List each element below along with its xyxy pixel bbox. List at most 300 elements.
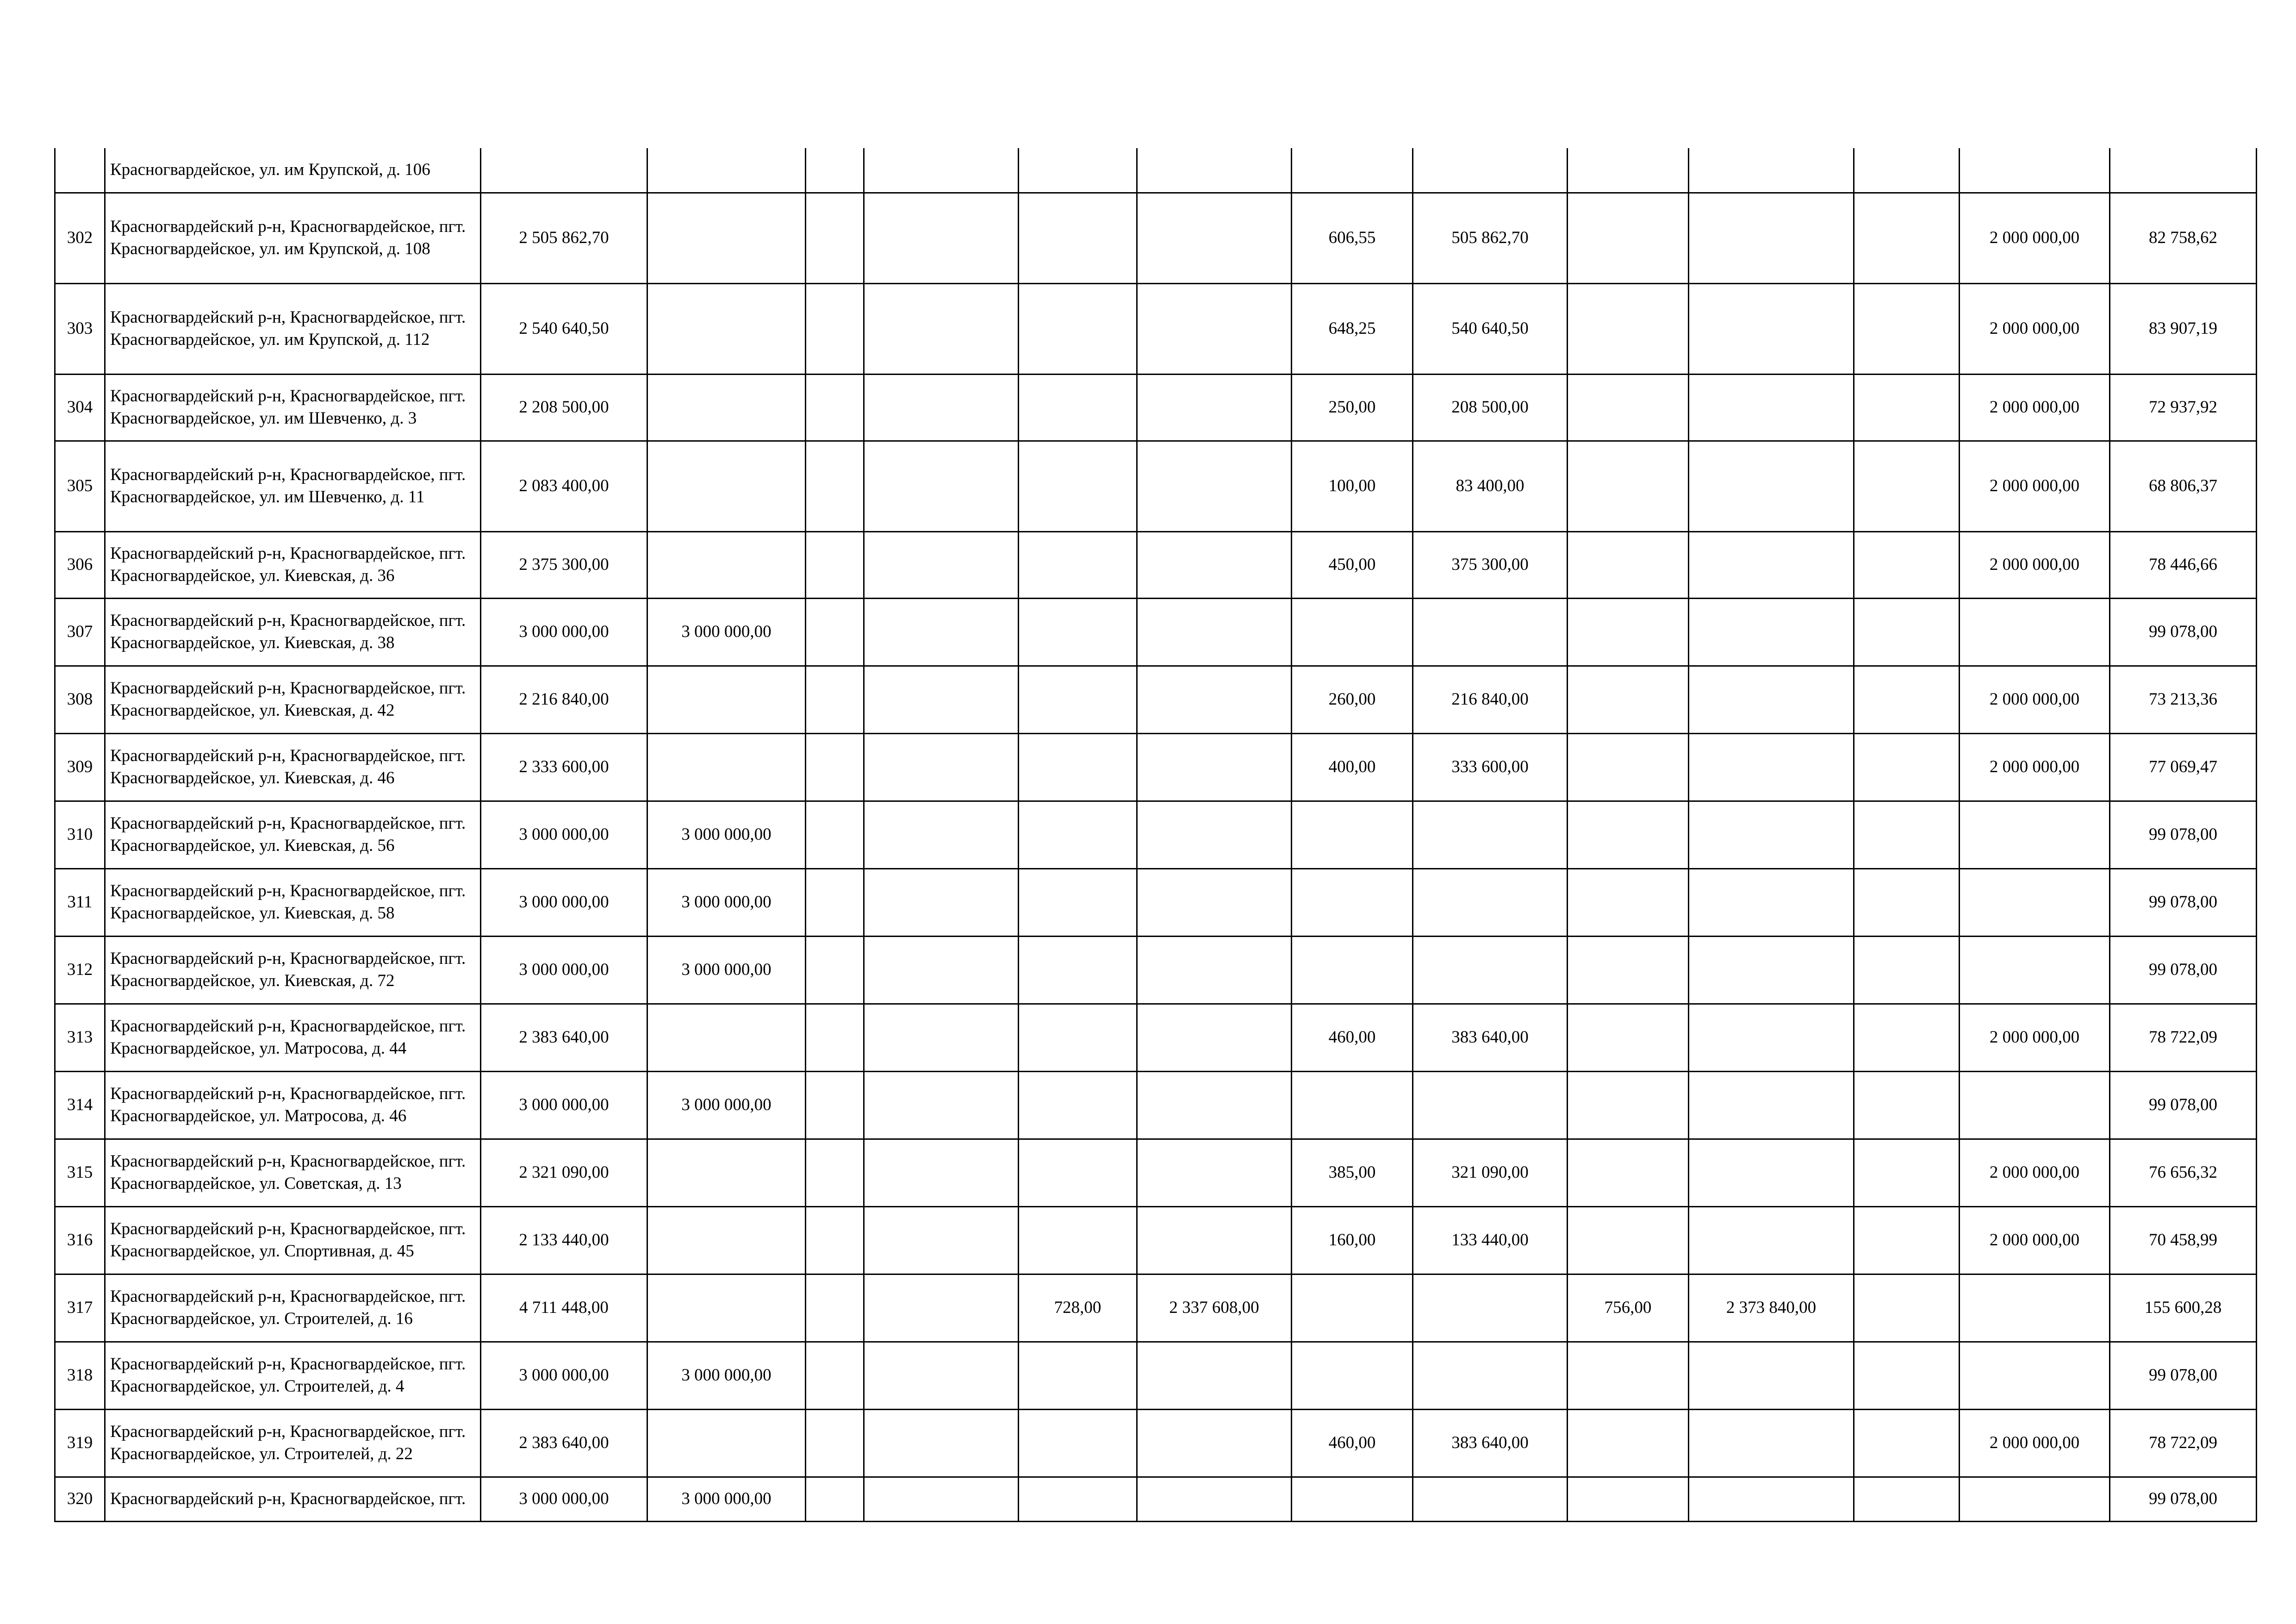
value-cell-c8 [1413, 801, 1568, 868]
value-cell-c6 [1137, 1071, 1292, 1139]
value-cell-c12 [1960, 1071, 2110, 1139]
value-cell-c10 [1689, 441, 1854, 531]
data-table [54, 148, 2257, 1522]
value-cell-c3 [806, 868, 864, 936]
value-cell-c5 [1019, 868, 1137, 936]
value-cell-c4 [864, 801, 1019, 868]
value-cell-c10 [1689, 1342, 1854, 1409]
value-cell-c11 [1854, 666, 1960, 733]
table-row [55, 868, 2257, 936]
table-row [55, 1004, 2257, 1071]
value-cell-c7: 260,00 [1292, 666, 1413, 733]
value-cell-c5 [1019, 1004, 1137, 1071]
value-cell-c9 [1568, 868, 1689, 936]
value-cell-c8: 540 640,50 [1413, 283, 1568, 374]
value-cell-c11 [1854, 936, 1960, 1004]
value-cell-c13: 82 758,62 [2110, 193, 2257, 283]
value-cell-c13: 83 907,19 [2110, 283, 2257, 374]
value-cell-c1: 3 000 000,00 [481, 1071, 647, 1139]
value-cell-c12: 2 000 000,00 [1960, 1409, 2110, 1477]
row-number: 302 [55, 193, 105, 283]
value-cell-c9 [1568, 1477, 1689, 1521]
value-cell-c5 [1019, 1206, 1137, 1274]
row-number: 318 [55, 1342, 105, 1409]
value-cell-c1: 3 000 000,00 [481, 598, 647, 666]
value-cell-c5 [1019, 1071, 1137, 1139]
value-cell-c10 [1689, 1004, 1854, 1071]
value-cell-c1: 2 383 640,00 [481, 1004, 647, 1071]
value-cell-c9 [1568, 1342, 1689, 1409]
value-cell-c6 [1137, 1409, 1292, 1477]
value-cell-c6 [1137, 1206, 1292, 1274]
value-cell-c11 [1854, 1071, 1960, 1139]
value-cell-c5 [1019, 283, 1137, 374]
address-cell: Красногвардейский р-н, Красногвардейское, пгт. Красногвардейское, ул. Матросова, д. 44 [105, 1004, 481, 1071]
table-row [55, 1409, 2257, 1477]
value-cell-c7: 460,00 [1292, 1004, 1413, 1071]
value-cell-c8 [1413, 148, 1568, 193]
value-cell-c11 [1854, 1477, 1960, 1521]
value-cell-c7 [1292, 1477, 1413, 1521]
value-cell-c4 [864, 1274, 1019, 1342]
value-cell-c9 [1568, 1071, 1689, 1139]
value-cell-c9 [1568, 1139, 1689, 1206]
value-cell-c8: 383 640,00 [1413, 1409, 1568, 1477]
table-row [55, 441, 2257, 531]
row-number: 303 [55, 283, 105, 374]
value-cell-c10 [1689, 283, 1854, 374]
value-cell-c10 [1689, 666, 1854, 733]
value-cell-c1: 3 000 000,00 [481, 801, 647, 868]
value-cell-c9 [1568, 374, 1689, 441]
value-cell-c8: 505 862,70 [1413, 193, 1568, 283]
value-cell-c6 [1137, 1004, 1292, 1071]
value-cell-c2: 3 000 000,00 [647, 598, 806, 666]
row-number [55, 148, 105, 193]
value-cell-c13: 99 078,00 [2110, 598, 2257, 666]
value-cell-c7: 385,00 [1292, 1139, 1413, 1206]
value-cell-c5 [1019, 733, 1137, 801]
value-cell-c8: 208 500,00 [1413, 374, 1568, 441]
value-cell-c11 [1854, 1139, 1960, 1206]
value-cell-c10 [1689, 531, 1854, 598]
value-cell-c2 [647, 1409, 806, 1477]
value-cell-c8 [1413, 1071, 1568, 1139]
row-number: 306 [55, 531, 105, 598]
value-cell-c13: 68 806,37 [2110, 441, 2257, 531]
row-number: 305 [55, 441, 105, 531]
value-cell-c3 [806, 1477, 864, 1521]
value-cell-c2 [647, 374, 806, 441]
value-cell-c11 [1854, 1274, 1960, 1342]
value-cell-c5 [1019, 1139, 1137, 1206]
value-cell-c3 [806, 598, 864, 666]
table-row [55, 531, 2257, 598]
value-cell-c2 [647, 733, 806, 801]
value-cell-c2 [647, 1004, 806, 1071]
row-number: 311 [55, 868, 105, 936]
value-cell-c13: 78 722,09 [2110, 1004, 2257, 1071]
value-cell-c10 [1689, 193, 1854, 283]
value-cell-c1: 2 133 440,00 [481, 1206, 647, 1274]
value-cell-c1: 3 000 000,00 [481, 1342, 647, 1409]
address-cell: Красногвардейский р-н, Красногвардейское, пгт. Красногвардейское, ул. Киевская, д. 36 [105, 531, 481, 598]
value-cell-c13: 77 069,47 [2110, 733, 2257, 801]
value-cell-c6 [1137, 936, 1292, 1004]
value-cell-c8: 383 640,00 [1413, 1004, 1568, 1071]
row-number: 319 [55, 1409, 105, 1477]
value-cell-c4 [864, 531, 1019, 598]
value-cell-c5 [1019, 801, 1137, 868]
value-cell-c9 [1568, 531, 1689, 598]
value-cell-c6 [1137, 868, 1292, 936]
value-cell-c8: 83 400,00 [1413, 441, 1568, 531]
value-cell-c10 [1689, 1139, 1854, 1206]
value-cell-c3 [806, 1004, 864, 1071]
value-cell-c13: 99 078,00 [2110, 936, 2257, 1004]
value-cell-c2 [647, 1139, 806, 1206]
value-cell-c9 [1568, 193, 1689, 283]
value-cell-c12: 2 000 000,00 [1960, 1139, 2110, 1206]
value-cell-c1: 4 711 448,00 [481, 1274, 647, 1342]
value-cell-c2: 3 000 000,00 [647, 1071, 806, 1139]
value-cell-c12: 2 000 000,00 [1960, 1206, 2110, 1274]
value-cell-c3 [806, 1071, 864, 1139]
value-cell-c13: 70 458,99 [2110, 1206, 2257, 1274]
address-cell: Красногвардейское, ул. им Крупской, д. 106 [105, 148, 481, 193]
address-cell: Красногвардейский р-н, Красногвардейское, пгт. Красногвардейское, ул. Киевская, д. 46 [105, 733, 481, 801]
value-cell-c7: 250,00 [1292, 374, 1413, 441]
value-cell-c12 [1960, 1342, 2110, 1409]
row-number: 317 [55, 1274, 105, 1342]
value-cell-c12: 2 000 000,00 [1960, 441, 2110, 531]
table-row [55, 148, 2257, 193]
row-number: 313 [55, 1004, 105, 1071]
table-row [55, 374, 2257, 441]
value-cell-c9 [1568, 1206, 1689, 1274]
value-cell-c13: 99 078,00 [2110, 1071, 2257, 1139]
table-body [55, 148, 2257, 1521]
value-cell-c2 [647, 441, 806, 531]
value-cell-c5 [1019, 666, 1137, 733]
value-cell-c1: 3 000 000,00 [481, 936, 647, 1004]
value-cell-c8: 216 840,00 [1413, 666, 1568, 733]
value-cell-c2 [647, 193, 806, 283]
value-cell-c2 [647, 1206, 806, 1274]
value-cell-c12 [1960, 598, 2110, 666]
table-row [55, 733, 2257, 801]
value-cell-c11 [1854, 1342, 1960, 1409]
value-cell-c6: 2 337 608,00 [1137, 1274, 1292, 1342]
value-cell-c10 [1689, 801, 1854, 868]
value-cell-c8: 375 300,00 [1413, 531, 1568, 598]
value-cell-c4 [864, 374, 1019, 441]
value-cell-c8 [1413, 1342, 1568, 1409]
value-cell-c2 [647, 531, 806, 598]
value-cell-c1: 2 383 640,00 [481, 1409, 647, 1477]
table-row [55, 598, 2257, 666]
value-cell-c5 [1019, 1477, 1137, 1521]
value-cell-c12: 2 000 000,00 [1960, 1004, 2110, 1071]
value-cell-c13: 99 078,00 [2110, 1342, 2257, 1409]
value-cell-c12: 2 000 000,00 [1960, 666, 2110, 733]
value-cell-c9: 756,00 [1568, 1274, 1689, 1342]
value-cell-c8 [1413, 936, 1568, 1004]
value-cell-c4 [864, 283, 1019, 374]
table-row [55, 666, 2257, 733]
value-cell-c5 [1019, 936, 1137, 1004]
value-cell-c3 [806, 936, 864, 1004]
address-cell: Красногвардейский р-н, Красногвардейское, пгт. Красногвардейское, ул. Строителей, д. 22 [105, 1409, 481, 1477]
value-cell-c10 [1689, 1206, 1854, 1274]
value-cell-c11 [1854, 148, 1960, 193]
value-cell-c13: 99 078,00 [2110, 868, 2257, 936]
value-cell-c6 [1137, 148, 1292, 193]
value-cell-c11 [1854, 598, 1960, 666]
value-cell-c4 [864, 936, 1019, 1004]
value-cell-c7: 400,00 [1292, 733, 1413, 801]
value-cell-c4 [864, 1409, 1019, 1477]
value-cell-c11 [1854, 733, 1960, 801]
table-row [55, 1477, 2257, 1521]
value-cell-c4 [864, 193, 1019, 283]
table-row [55, 1274, 2257, 1342]
value-cell-c3 [806, 441, 864, 531]
table-row [55, 1139, 2257, 1206]
row-number: 316 [55, 1206, 105, 1274]
address-cell: Красногвардейский р-н, Красногвардейское, пгт. Красногвардейское, ул. им Крупской, д. 112 [105, 283, 481, 374]
value-cell-c1: 2 321 090,00 [481, 1139, 647, 1206]
row-number: 304 [55, 374, 105, 441]
value-cell-c7 [1292, 148, 1413, 193]
value-cell-c2: 3 000 000,00 [647, 1342, 806, 1409]
value-cell-c6 [1137, 801, 1292, 868]
value-cell-c13: 72 937,92 [2110, 374, 2257, 441]
value-cell-c1: 2 505 862,70 [481, 193, 647, 283]
row-number: 314 [55, 1071, 105, 1139]
table-row [55, 283, 2257, 374]
value-cell-c9 [1568, 801, 1689, 868]
value-cell-c9 [1568, 1004, 1689, 1071]
address-cell: Красногвардейский р-н, Красногвардейское, пгт. Красногвардейское, ул. им Крупской, д. 108 [105, 193, 481, 283]
value-cell-c11 [1854, 1004, 1960, 1071]
value-cell-c9 [1568, 441, 1689, 531]
value-cell-c6 [1137, 598, 1292, 666]
value-cell-c5 [1019, 1342, 1137, 1409]
value-cell-c6 [1137, 283, 1292, 374]
value-cell-c3 [806, 1206, 864, 1274]
value-cell-c5 [1019, 374, 1137, 441]
value-cell-c10: 2 373 840,00 [1689, 1274, 1854, 1342]
value-cell-c12 [1960, 1274, 2110, 1342]
value-cell-c4 [864, 441, 1019, 531]
address-cell: Красногвардейский р-н, Красногвардейское, пгт. Красногвардейское, ул. Киевская, д. 58 [105, 868, 481, 936]
table-row [55, 801, 2257, 868]
value-cell-c7 [1292, 598, 1413, 666]
value-cell-c13 [2110, 148, 2257, 193]
value-cell-c5 [1019, 441, 1137, 531]
value-cell-c6 [1137, 1139, 1292, 1206]
value-cell-c11 [1854, 374, 1960, 441]
value-cell-c11 [1854, 1206, 1960, 1274]
address-cell: Красногвардейский р-н, Красногвардейское, пгт. Красногвардейское, ул. Строителей, д. 16 [105, 1274, 481, 1342]
value-cell-c2: 3 000 000,00 [647, 801, 806, 868]
table-row [55, 1071, 2257, 1139]
value-cell-c3 [806, 733, 864, 801]
value-cell-c4 [864, 1071, 1019, 1139]
value-cell-c3 [806, 1139, 864, 1206]
table-row [55, 1206, 2257, 1274]
value-cell-c3 [806, 193, 864, 283]
value-cell-c1: 2 540 640,50 [481, 283, 647, 374]
value-cell-c9 [1568, 148, 1689, 193]
value-cell-c1: 3 000 000,00 [481, 1477, 647, 1521]
value-cell-c10 [1689, 1071, 1854, 1139]
table-row [55, 936, 2257, 1004]
value-cell-c8: 321 090,00 [1413, 1139, 1568, 1206]
value-cell-c10 [1689, 374, 1854, 441]
address-cell: Красногвардейский р-н, Красногвардейское, пгт. [105, 1477, 481, 1521]
table-row [55, 1342, 2257, 1409]
value-cell-c4 [864, 1004, 1019, 1071]
value-cell-c13: 78 722,09 [2110, 1409, 2257, 1477]
value-cell-c6 [1137, 1342, 1292, 1409]
value-cell-c1: 2 333 600,00 [481, 733, 647, 801]
value-cell-c7: 648,25 [1292, 283, 1413, 374]
table-row [55, 193, 2257, 283]
value-cell-c11 [1854, 868, 1960, 936]
value-cell-c7: 160,00 [1292, 1206, 1413, 1274]
value-cell-c6 [1137, 193, 1292, 283]
address-cell: Красногвардейский р-н, Красногвардейское, пгт. Красногвардейское, ул. им Шевченко, д. 3 [105, 374, 481, 441]
address-cell: Красногвардейский р-н, Красногвардейское, пгт. Красногвардейское, ул. Матросова, д. 46 [105, 1071, 481, 1139]
value-cell-c4 [864, 1477, 1019, 1521]
value-cell-c10 [1689, 1477, 1854, 1521]
value-cell-c7 [1292, 868, 1413, 936]
value-cell-c10 [1689, 148, 1854, 193]
value-cell-c12 [1960, 1477, 2110, 1521]
value-cell-c4 [864, 1342, 1019, 1409]
value-cell-c5 [1019, 598, 1137, 666]
value-cell-c12: 2 000 000,00 [1960, 193, 2110, 283]
value-cell-c3 [806, 374, 864, 441]
value-cell-c10 [1689, 936, 1854, 1004]
value-cell-c4 [864, 1139, 1019, 1206]
value-cell-c11 [1854, 283, 1960, 374]
value-cell-c10 [1689, 1409, 1854, 1477]
value-cell-c12 [1960, 868, 2110, 936]
value-cell-c1: 2 216 840,00 [481, 666, 647, 733]
value-cell-c9 [1568, 1409, 1689, 1477]
value-cell-c11 [1854, 1409, 1960, 1477]
value-cell-c9 [1568, 283, 1689, 374]
value-cell-c3 [806, 148, 864, 193]
value-cell-c6 [1137, 531, 1292, 598]
value-cell-c13: 99 078,00 [2110, 801, 2257, 868]
value-cell-c2: 3 000 000,00 [647, 936, 806, 1004]
value-cell-c4 [864, 666, 1019, 733]
value-cell-c7 [1292, 1342, 1413, 1409]
value-cell-c11 [1854, 441, 1960, 531]
value-cell-c9 [1568, 936, 1689, 1004]
row-number: 308 [55, 666, 105, 733]
value-cell-c1: 2 208 500,00 [481, 374, 647, 441]
value-cell-c10 [1689, 733, 1854, 801]
value-cell-c7: 100,00 [1292, 441, 1413, 531]
value-cell-c10 [1689, 598, 1854, 666]
value-cell-c12: 2 000 000,00 [1960, 733, 2110, 801]
value-cell-c1: 2 083 400,00 [481, 441, 647, 531]
value-cell-c6 [1137, 1477, 1292, 1521]
address-cell: Красногвардейский р-н, Красногвардейское, пгт. Красногвардейское, ул. Советская, д. 13 [105, 1139, 481, 1206]
value-cell-c8 [1413, 1274, 1568, 1342]
value-cell-c11 [1854, 531, 1960, 598]
row-number: 307 [55, 598, 105, 666]
address-cell: Красногвардейский р-н, Красногвардейское, пгт. Красногвардейское, ул. Киевская, д. 38 [105, 598, 481, 666]
value-cell-c4 [864, 868, 1019, 936]
address-cell: Красногвардейский р-н, Красногвардейское, пгт. Красногвардейское, ул. Киевская, д. 42 [105, 666, 481, 733]
value-cell-c12 [1960, 801, 2110, 868]
value-cell-c5: 728,00 [1019, 1274, 1137, 1342]
value-cell-c13: 99 078,00 [2110, 1477, 2257, 1521]
value-cell-c7 [1292, 1274, 1413, 1342]
value-cell-c12: 2 000 000,00 [1960, 374, 2110, 441]
value-cell-c9 [1568, 666, 1689, 733]
row-number: 320 [55, 1477, 105, 1521]
value-cell-c13: 76 656,32 [2110, 1139, 2257, 1206]
value-cell-c10 [1689, 868, 1854, 936]
value-cell-c2 [647, 283, 806, 374]
value-cell-c8 [1413, 1477, 1568, 1521]
address-cell: Красногвардейский р-н, Красногвардейское, пгт. Красногвардейское, ул. им Шевченко, д. 11 [105, 441, 481, 531]
value-cell-c13: 73 213,36 [2110, 666, 2257, 733]
value-cell-c7 [1292, 801, 1413, 868]
value-cell-c7: 460,00 [1292, 1409, 1413, 1477]
row-number: 310 [55, 801, 105, 868]
value-cell-c6 [1137, 374, 1292, 441]
value-cell-c8 [1413, 868, 1568, 936]
value-cell-c3 [806, 1274, 864, 1342]
value-cell-c4 [864, 148, 1019, 193]
value-cell-c13: 155 600,28 [2110, 1274, 2257, 1342]
value-cell-c2: 3 000 000,00 [647, 868, 806, 936]
value-cell-c5 [1019, 531, 1137, 598]
address-cell: Красногвардейский р-н, Красногвардейское, пгт. Красногвардейское, ул. Строителей, д. 4 [105, 1342, 481, 1409]
address-cell: Красногвардейский р-н, Красногвардейское, пгт. Красногвардейское, ул. Спортивная, д. 45 [105, 1206, 481, 1274]
address-cell: Красногвардейский р-н, Красногвардейское, пгт. Красногвардейское, ул. Киевская, д. 72 [105, 936, 481, 1004]
value-cell-c13: 78 446,66 [2110, 531, 2257, 598]
value-cell-c12 [1960, 936, 2110, 1004]
value-cell-c12: 2 000 000,00 [1960, 531, 2110, 598]
value-cell-c3 [806, 666, 864, 733]
row-number: 312 [55, 936, 105, 1004]
address-cell: Красногвардейский р-н, Красногвардейское, пгт. Красногвардейское, ул. Киевская, д. 56 [105, 801, 481, 868]
value-cell-c4 [864, 733, 1019, 801]
value-cell-c2 [647, 1274, 806, 1342]
value-cell-c12: 2 000 000,00 [1960, 283, 2110, 374]
value-cell-c12 [1960, 148, 2110, 193]
value-cell-c3 [806, 531, 864, 598]
value-cell-c7: 450,00 [1292, 531, 1413, 598]
value-cell-c2: 3 000 000,00 [647, 1477, 806, 1521]
value-cell-c1 [481, 148, 647, 193]
value-cell-c2 [647, 148, 806, 193]
value-cell-c7 [1292, 936, 1413, 1004]
value-cell-c5 [1019, 193, 1137, 283]
value-cell-c7 [1292, 1071, 1413, 1139]
value-cell-c3 [806, 1409, 864, 1477]
value-cell-c6 [1137, 733, 1292, 801]
